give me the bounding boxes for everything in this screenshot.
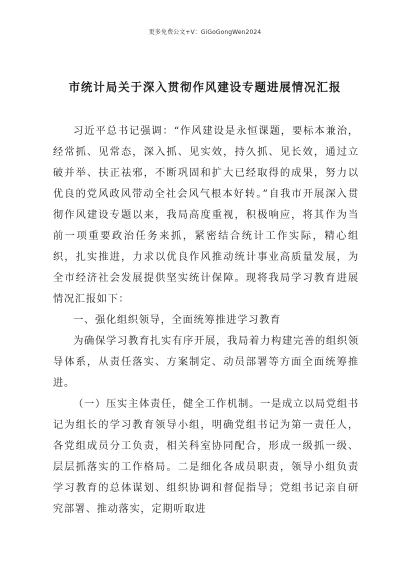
paragraph-intro: 习近平总书记强调：“作风建设是永恒课题，要标本兼治，经常抓、见常态，深入抓、见实效，持久抓、见长效，通过立破并举、扶正祛邪，不断巩固和扩大已经取得的成果，努力以优良的党风政风带动全社会风气根本好转。”自我市开展深入贯彻作风建设专题以来，我局高度重视，积极响应，将其作为当前一项重要政治任务来抓，紧密结合统计工作实际，精心组织，扎实推进，力求以优良作风推动统计事业高质量发展，为全市经济社会发展提供坚实统计保障。现将我局学习教育进展情况汇报如下： [53, 126, 359, 305]
paragraph-section-1-intro: 为确保学习教育扎实有序开展，我局着力构建完善的组织领导体系，从责任落实、方案制定、动员部署等方面全面统筹推进。 [53, 336, 359, 389]
document-body [53, 121, 359, 520]
section-heading-1: 一、强化组织领导，全面统筹推进学习教育 [73, 315, 282, 326]
header-note: 更多免费公文+V：GiGoGongWen2024 [148, 29, 262, 36]
paragraph-subsection-1: （一）压实主体责任，健全工作机制。一是成立以局党组书记为组长的学习教育领导小组，明确党组书记为第一责任人，各党组成员分工负责，相关科室协同配合，形成一级抓一级、层层抓落实的工作格局。二是细化各成员职责，领导小组负责学习教育的总体谋划、组织协调和督促指导；党组书记亲自研究部署、推动落实，定期听取进 [53, 399, 359, 515]
document-title: 市统计局关于深入贯彻作风建设专题进展情况汇报 [68, 81, 342, 94]
